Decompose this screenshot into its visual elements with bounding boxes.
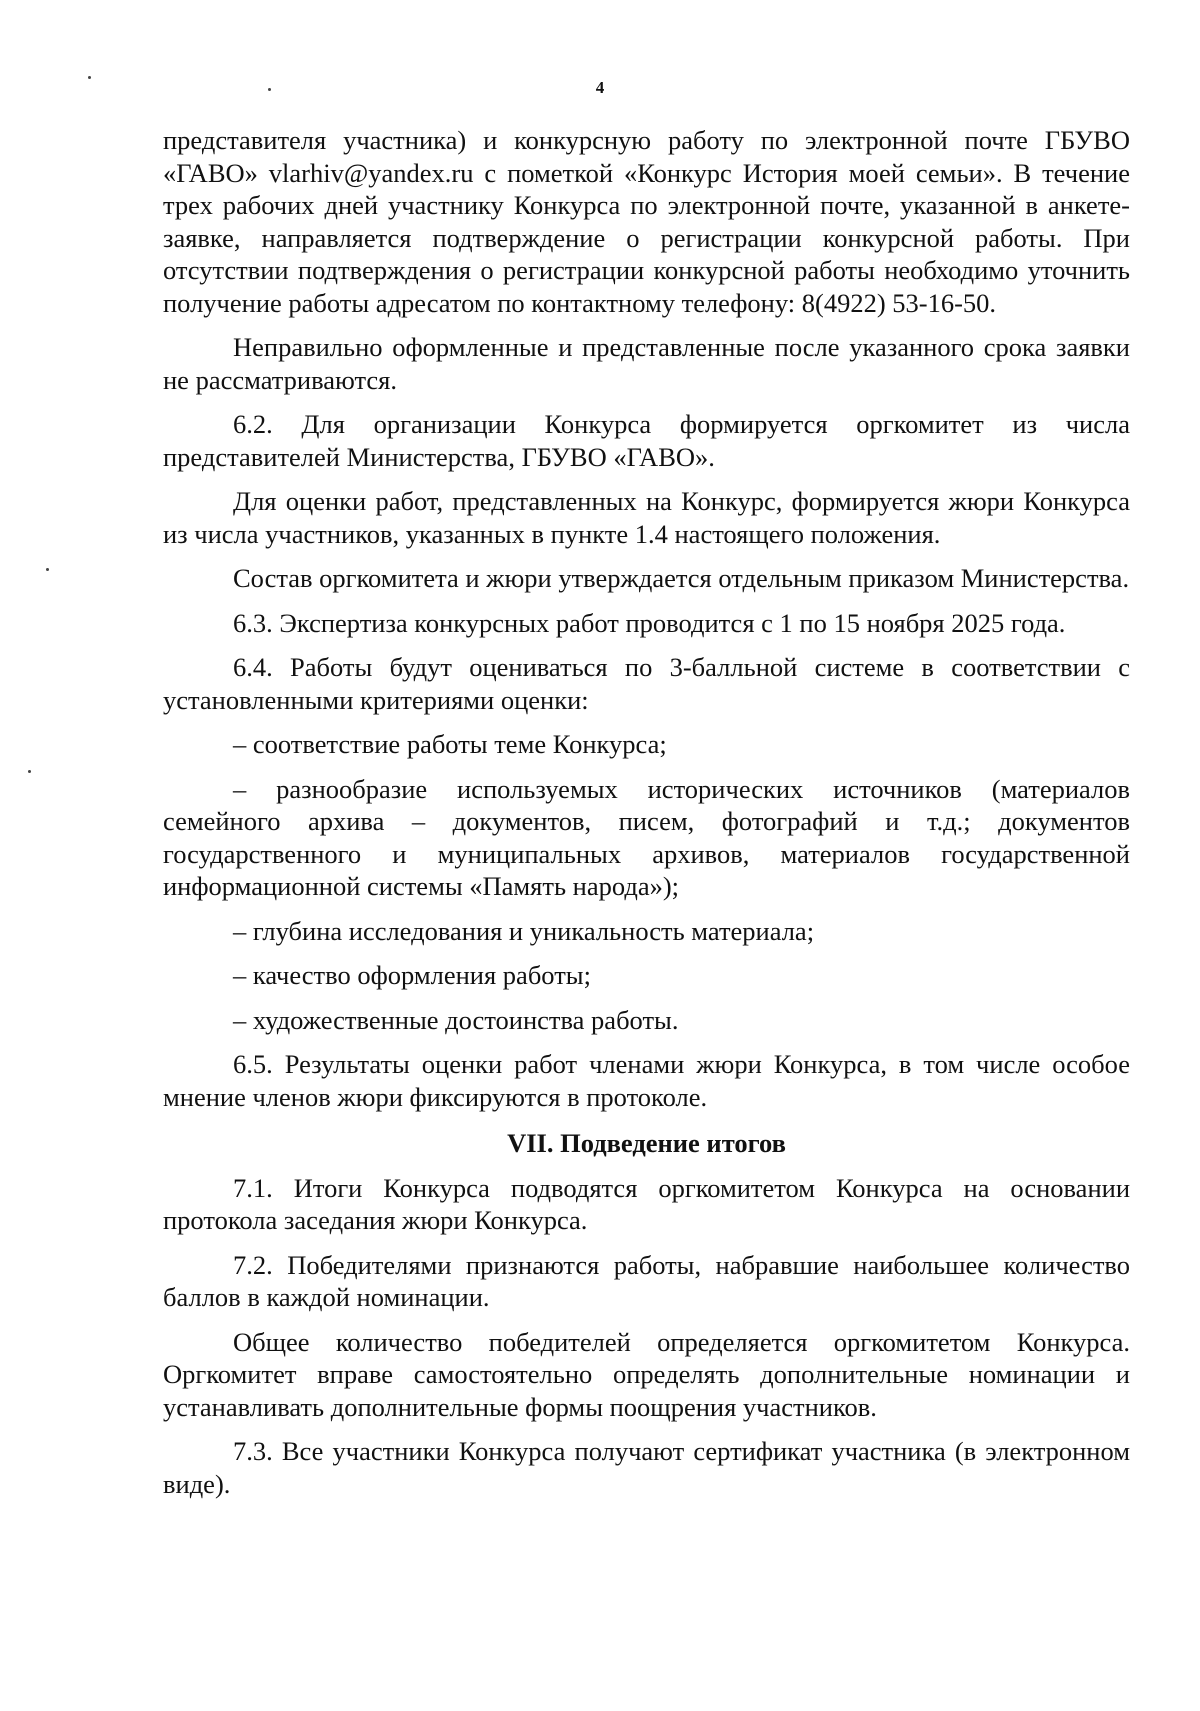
- paragraph-7-3: 7.3. Все участники Конкурса получают сертификат участника (в электронном виде).: [163, 1436, 1130, 1499]
- criterion-item: – разнообразие используемых исторических источников (материалов семейного архива – документов, писем, фотографий и т.д.; документов государственного и муниципальных архивов, материалов государственной информационной системы «Память народа»);: [163, 773, 1130, 901]
- paragraph-6-2: 6.2. Для организации Конкурса формируется оргкомитет из числа представителей Министерства, ГБУВО «ГАВО».: [163, 409, 1130, 472]
- criterion-item: – художественные достоинства работы.: [233, 1004, 679, 1035]
- paragraph-composition: Состав оргкомитета и жюри утверждается отдельным приказом Министерства.: [233, 563, 1130, 593]
- paragraph-6-5: 6.5. Результаты оценки работ членами жюри Конкурса, в том числе особое мнение членов жюри фиксируются в протоколе.: [163, 1049, 1130, 1112]
- paragraph-invalid-applications: Неправильно оформленные и представленные после указанного срока заявки не рассматриваются.: [163, 332, 1130, 395]
- paragraph-6-3: 6.3. Экспертиза конкурсных работ проводится с 1 по 15 ноября 2025 года.: [233, 607, 1066, 638]
- scan-speck: [28, 770, 31, 773]
- criterion-item: – глубина исследования и уникальность материала;: [233, 915, 815, 946]
- section-heading: VII. Подведение итогов: [507, 1128, 786, 1158]
- document-body: [163, 124, 1130, 1500]
- paragraph-7-1: 7.1. Итоги Конкурса подводятся оргкомитетом Конкурса на основании протокола заседания жюри Конкурса.: [163, 1172, 1130, 1235]
- page-number: 4: [595, 78, 605, 97]
- scan-speck: [46, 568, 49, 571]
- paragraph-7-2: 7.2. Победителями признаются работы, набравшие наибольшее количество баллов в каждой номинации.: [163, 1249, 1130, 1312]
- paragraph-6-4: 6.4. Работы будут оцениваться по 3-балльной системе в соответствии с установленными критериями оценки:: [163, 652, 1130, 715]
- criterion-item: – соответствие работы теме Конкурса;: [233, 729, 667, 759]
- criterion-item: – качество оформления работы;: [233, 960, 591, 990]
- paragraph-submission: представителя участника) и конкурсную работу по электронной почте ГБУВО «ГАВО» vlarhiv@yandex.ru с пометкой «Конкурс История моей семьи». В течение трех рабочих дней участнику Конкурса по электронной почте, указанной в анкете-заявке, направляется подтверждение о регистрации конкурсной работы. При отсутствии подтверждения о регистрации конкурсной работы необходимо уточнить получение работы адресатом по контактному телефону: 8(4922) 53-16-50.: [163, 125, 1130, 318]
- paragraph-jury: Для оценки работ, представленных на Конкурс, формируется жюри Конкурса из числа участников, указанных в пункте 1.4 настоящего положения.: [163, 486, 1130, 549]
- paragraph-winners: Общее количество победителей определяется оргкомитетом Конкурса. Оргкомитет вправе самостоятельно определять дополнительные номинации и устанавливать дополнительные формы поощрения участников.: [163, 1326, 1130, 1422]
